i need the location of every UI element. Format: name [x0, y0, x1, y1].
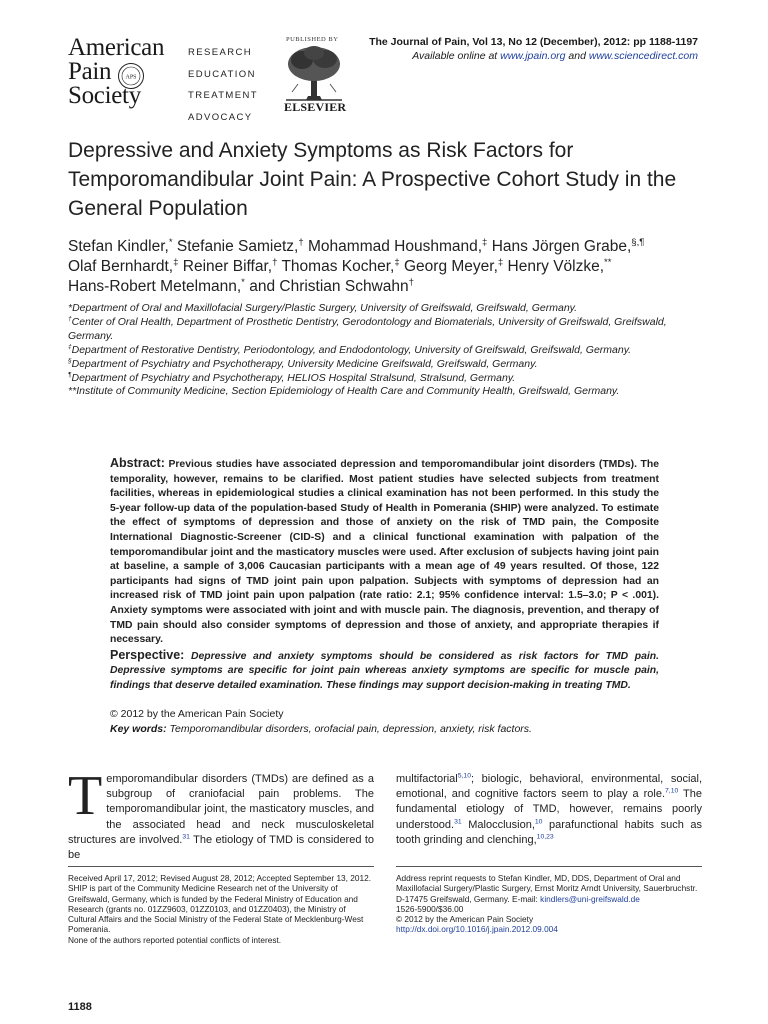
issn: 1526-5900/$36.00: [396, 903, 464, 914]
society-mission: [188, 42, 258, 128]
publisher-name: ELSEVIER: [284, 100, 347, 114]
logo-line-american: American: [68, 34, 165, 61]
body-text: multifactorial: [396, 773, 458, 785]
keywords-label: Key words:: [110, 723, 167, 735]
body-text: Malocclusion,: [461, 818, 535, 831]
elsevier-tree-icon: [282, 44, 346, 102]
affiliation: ‡Department of Restorative Dentistry, Periodontology, and Endodontology, University of Greifswald, Greifswald, Germany.: [68, 343, 632, 356]
mission-advocacy: ADVOCACY: [188, 111, 253, 123]
jpain-link[interactable]: www.jpain.org: [500, 50, 566, 62]
keywords: [110, 723, 532, 735]
body-text: emporomandibular disorders (TMDs) are defined as a subgroup of craniofacial pain problems. The temporomandibular joint, the masticatory muscles, and the associated head and neck musculoskeletal structures are involved.: [68, 773, 374, 846]
citation-ref[interactable]: 7,10: [665, 787, 679, 795]
body-text: The etiology of TMD is considered to be: [68, 833, 375, 862]
author: and Christian Schwahn†: [249, 276, 414, 295]
author: Mohammad Houshmand,‡: [308, 236, 488, 255]
footer-copyright: © 2012 by the American Pain Society: [396, 914, 534, 925]
page-number: 1188: [68, 1001, 92, 1013]
affiliation: *Department of Oral and Maxillofacial Surgery/Plastic Surgery, University of Greifswald, Greifswald, Germany.: [68, 302, 578, 314]
citation-ref[interactable]: 31: [454, 817, 462, 825]
logo-line-pain: Pain: [68, 58, 112, 85]
mission-research: RESEARCH: [188, 47, 252, 58]
and-text: and: [565, 50, 589, 62]
funding-note: SHIP is part of the Community Medicine Research net of the University of Greifswald, Germany, which is funded by the Federal Ministry of Education and Research (grants no. 01ZZ9603, 01ZZ0103, and 01ZZ0403), the Ministry of Cultural Affairs and the Social Ministry of the Federal State of Mecklenburg-West Pomerania.: [68, 883, 364, 935]
published-by-label: PUBLISHED BY: [286, 36, 339, 43]
available-prefix: Available online at: [412, 50, 501, 62]
author-list: [68, 237, 708, 297]
received-dates: Received April 17, 2012; Revised August 28, 2012; Accepted September 13, 2012.: [68, 873, 372, 883]
footnote-divider-right: [396, 866, 702, 867]
citation-ref[interactable]: 10: [534, 817, 543, 825]
author: Stefan Kindler,*: [68, 236, 173, 255]
conflict-note: None of the authors reported potential conflicts of interest.: [68, 934, 282, 945]
author: Hans-Robert Metelmann,*: [68, 276, 245, 295]
article-title: Depressive and Anxiety Symptoms as Risk Factors for Temporomandibular Joint Pain: A Prospective Cohort Study in the General Population: [68, 139, 677, 220]
affiliation: **Institute of Community Medicine, Section Epidemiology of Health Care and Community Health, Greifswald, Germany.: [68, 385, 620, 398]
author: Stefanie Samietz,†: [176, 236, 304, 255]
footnotes-right: [396, 873, 702, 935]
society-seal-icon: [117, 62, 145, 90]
author: Reiner Biffar,†: [182, 256, 278, 275]
keywords-text: Temporomandibular disorders, orofacial pain, depression, anxiety, risk factors.: [169, 723, 532, 735]
affiliation-list: [68, 302, 708, 399]
seal-text: APS: [125, 74, 137, 81]
journal-citation: [369, 35, 698, 63]
author: Hans Jörgen Grabe,§,¶: [491, 236, 645, 255]
abstract-text: Previous studies have associated depression and temporomandibular joint disorders (TMDs). The temporality, however, remains to be clarified. Most patient studies have selected subjects from treatment facilities, whereas in epidemiological studies a clinical examination has not been performed. In this study the 5-year follow-up data of the population-based Study of Health in Pomerania (SHIP) were analyzed. To estimate the effect of symptoms of depression and those of anxiety on the risk of TMD pain, the Composite International Diagnostic-Screener (CID-S) and a clinical functional examination with palpation of the temporomandibular joint and the masticatory muscles were used. After exclusion of subjects having joint pain at baseline, a sample of 3,006 Caucasian participants with a mean age of 49 years resulted. Of those, 122 participants had signs of TMD joint pain upon palpation. Subjects with symptoms of depression had an increased risk of TMD joint pain upon palpation (rate ratio: 2.1; 95% confidence interval: 1.5–3.0; P < .001). Anxiety symptoms were associated with joint and with muscle pain. The diagnosis, prevention, and therapy of TMD pain should also consider symptoms of depression and those of anxiety, and appropriate therapies if necessary.: [110, 459, 659, 646]
citation-ref[interactable]: 5,10: [457, 772, 472, 780]
author: Thomas Kocher,‡: [281, 256, 400, 275]
author-email-link[interactable]: kindlers@uni-greifswald.de: [540, 893, 640, 904]
footnotes-left: [68, 873, 374, 945]
perspective-paragraph: [110, 648, 659, 694]
citation-ref[interactable]: 10,23: [536, 833, 554, 841]
footnote-divider-left: [68, 866, 374, 867]
sciencedirect-link[interactable]: www.sciencedirect.com: [588, 50, 698, 62]
body-column-right: [396, 772, 702, 848]
body-text: The fundamental etiology of TMD, however, remains poorly understood.: [396, 788, 703, 831]
body-column-left: [68, 765, 375, 863]
abstract-paragraph: [110, 456, 659, 648]
abstract: [110, 456, 659, 694]
affiliation: †Center of Oral Health, Department of Prosthetic Dentistry, Gerodontology and Biomaterials, University of Greifswald, Greifswald, Germany.: [68, 315, 667, 342]
affiliation: ¶Department of Psychiatry and Psychotherapy, HELIOS Hospital Stralsund, Stralsund, Germany.: [68, 371, 516, 384]
drop-cap: T: [68, 765, 103, 827]
author: Olaf Bernhardt,‡: [68, 256, 179, 275]
body-text: ; biologic, behavioral, environmental, social, emotional, and cognitive factors seem to play a role.: [396, 773, 702, 801]
logo-line-society: Society: [68, 82, 141, 109]
perspective-text: Depressive and anxiety symptoms should be considered as risk factors for TMD pain. Depressive symptoms are specific for joint pain whereas anxiety symptoms are specific for muscle pain, findings that deserve detailed examination. These findings may support decision-making in treating TMD.: [110, 650, 659, 691]
reprint-address: Address reprint requests to Stefan Kindler, MD, DDS, Department of Oral and Maxillofacial Surgery/Plastic Surgery, Ernst Moritz Arndt University, Sauerbruchstr. D-17475 Greifswald, Germany. E-mail: kindlers@uni-greifswald.de: [396, 873, 698, 904]
mission-education: EDUCATION: [188, 68, 256, 80]
citation-ref[interactable]: 31: [182, 833, 190, 841]
author: Georg Meyer,‡: [403, 256, 504, 275]
perspective-label: Perspective:: [110, 647, 185, 662]
doi-link[interactable]: http://dx.doi.org/10.1016/j.jpain.2012.09.004: [396, 924, 558, 935]
available-online: [369, 49, 698, 63]
mission-treatment: TREATMENT: [188, 90, 258, 101]
abstract-label: Abstract:: [110, 456, 165, 470]
affiliation: §Department of Psychiatry and Psychotherapy, University Medicine Greifswald, Greifswald, Germany.: [68, 357, 538, 370]
journal-reference: The Journal of Pain, Vol 13, No 12 (December), 2012: pp 1188-1197: [369, 36, 698, 48]
body-text: parafunctional habits such as tooth grinding and clenching,: [396, 818, 702, 846]
author: Henry Völzke,**: [507, 256, 612, 275]
abstract-copyright: © 2012 by the American Pain Society: [110, 708, 284, 720]
